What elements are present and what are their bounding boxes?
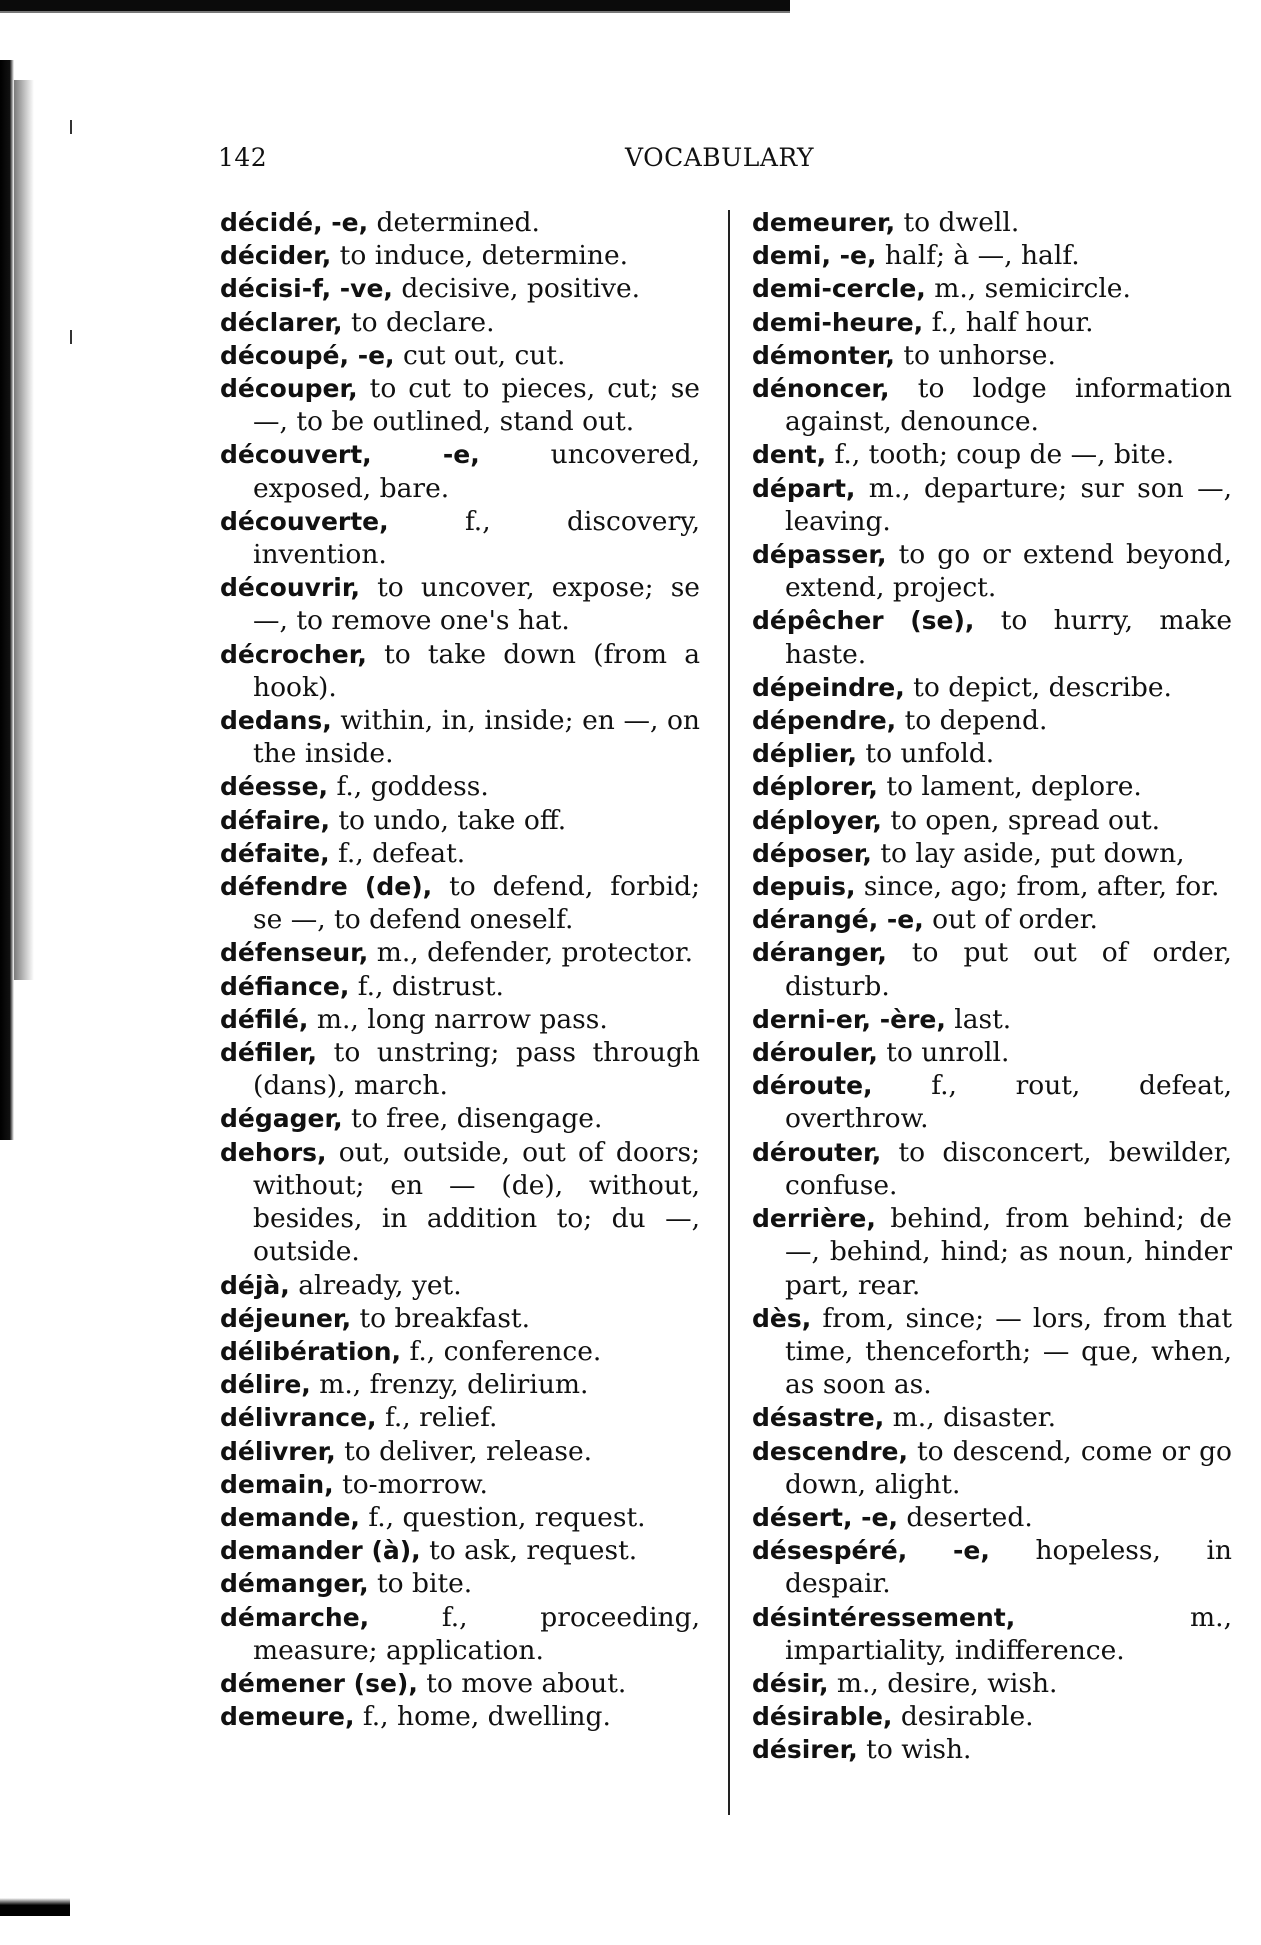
definition: to cut to pieces, cut; se —, to be outlined, stand out. <box>253 373 700 438</box>
definition: to move about. <box>417 1667 627 1699</box>
headword: démarche, <box>220 1602 370 1632</box>
vocab-entry <box>220 870 700 936</box>
headword: désastre, <box>752 1403 885 1433</box>
vocab-entry <box>220 339 700 372</box>
vocab-entry <box>220 1302 700 1335</box>
vocab-entry <box>220 770 700 803</box>
vocab-entry <box>220 1003 700 1036</box>
vocab-entry <box>220 837 700 870</box>
definition: to uncover, expose; se —, to remove one's hat. <box>253 572 700 637</box>
vocab-entry <box>752 372 1232 438</box>
vocab-entry <box>220 1136 700 1269</box>
definition: m., departure; sur son —, leaving. <box>785 472 1232 537</box>
vocab-entry <box>752 272 1232 305</box>
vocab-entry <box>752 936 1232 1002</box>
vocab-entry <box>220 970 700 1003</box>
headword: demeure, <box>220 1702 355 1732</box>
vocab-entry <box>220 1468 700 1501</box>
vocab-entry <box>752 1003 1232 1036</box>
scan-left-edge-fade <box>14 80 34 980</box>
headword: descendre, <box>752 1436 908 1466</box>
page-number: 142 <box>218 143 268 172</box>
definition: to induce, determine. <box>331 240 629 272</box>
headword: désintéressement, <box>752 1602 1016 1632</box>
vocab-entry <box>752 770 1232 803</box>
definition: to deliver, release. <box>335 1435 593 1467</box>
definition: hopeless, in despair. <box>785 1535 1232 1600</box>
vocab-entry <box>752 239 1232 272</box>
headword: dérangé, -e, <box>752 905 924 935</box>
headword: dent, <box>752 440 827 470</box>
vocab-entry <box>752 1667 1232 1700</box>
headword: découvert, -e, <box>220 440 480 470</box>
headword: départ, <box>752 473 856 503</box>
headword: délivrer, <box>220 1436 336 1466</box>
vocab-entry <box>220 306 700 339</box>
column-divider <box>728 210 730 1815</box>
vocab-entry <box>752 1733 1232 1766</box>
headword: désespéré, -e, <box>752 1536 990 1566</box>
definition: to wish. <box>857 1734 972 1766</box>
headword: demander (à), <box>220 1536 421 1566</box>
headword: déposer, <box>752 838 872 868</box>
headword: dépasser, <box>752 540 887 570</box>
definition: to disconcert, bewilder, confuse. <box>785 1136 1232 1201</box>
vocab-entry <box>220 1700 700 1733</box>
headword: dérouter, <box>752 1137 882 1167</box>
vocab-entry <box>752 1069 1232 1135</box>
definition: to bite. <box>368 1568 473 1600</box>
headword: désir, <box>752 1668 829 1698</box>
definition: f., proceeding, measure; application. <box>253 1601 700 1666</box>
definition: m., desire, wish. <box>828 1667 1058 1699</box>
headword: défaire, <box>220 805 330 835</box>
headword: défiler, <box>220 1038 318 1068</box>
definition: f., half hour. <box>923 306 1094 338</box>
headword: demain, <box>220 1469 334 1499</box>
headword: désirer, <box>752 1735 858 1765</box>
vocab-entry <box>752 339 1232 372</box>
vocab-entry <box>220 1036 700 1102</box>
vocab-entry <box>752 438 1232 471</box>
headword: défenseur, <box>220 938 369 968</box>
headword: dès, <box>752 1303 812 1333</box>
running-head: VOCABULARY <box>625 143 814 172</box>
definition: f., relief. <box>376 1402 498 1434</box>
scan-top-border-shadow <box>0 11 790 13</box>
vocab-entry <box>752 1036 1232 1069</box>
definition: f., home, dwelling. <box>354 1701 611 1733</box>
definition: to go or extend beyond, extend, project. <box>785 539 1232 604</box>
headword: dépeindre, <box>752 672 905 702</box>
scan-mark <box>70 120 72 134</box>
vocab-entry <box>752 1601 1232 1667</box>
definition: f., question, request. <box>359 1501 646 1533</box>
definition: out of order. <box>923 904 1098 936</box>
definition: m., long narrow pass. <box>308 1003 608 1035</box>
vocab-entry <box>752 870 1232 903</box>
headword: désert, -e, <box>752 1502 898 1532</box>
definition: to unhorse. <box>894 339 1056 371</box>
vocab-entry <box>220 1368 700 1401</box>
definition: m., impartiality, indifference. <box>785 1601 1232 1666</box>
definition: to lay aside, put down, <box>871 837 1185 869</box>
definition: to unroll. <box>877 1037 1010 1069</box>
definition: to breakfast. <box>351 1302 530 1334</box>
headword: dépendre, <box>752 706 897 736</box>
vocab-entry <box>220 505 700 571</box>
vocab-entry <box>752 1700 1232 1733</box>
vocab-entry <box>220 936 700 969</box>
definition: to defend, forbid; se —, to defend oneself. <box>253 871 700 936</box>
definition: to ask, request. <box>420 1535 638 1567</box>
vocab-entry <box>220 804 700 837</box>
headword: dépêcher (se), <box>752 606 975 636</box>
vocab-entry <box>752 837 1232 870</box>
scan-left-edge-shadow <box>0 60 14 1140</box>
headword: déplier, <box>752 739 857 769</box>
vocab-entry <box>752 306 1232 339</box>
vocab-entry <box>752 472 1232 538</box>
headword: dénoncer, <box>752 374 890 404</box>
headword: défilé, <box>220 1004 309 1034</box>
vocab-entry <box>220 438 700 504</box>
vocabulary-column-right <box>752 206 1232 1767</box>
vocab-entry <box>220 272 700 305</box>
vocab-entry <box>752 1202 1232 1302</box>
scan-mark <box>70 330 72 344</box>
headword: demi-cercle, <box>752 274 926 304</box>
headword: dégager, <box>220 1104 343 1134</box>
headword: démonter, <box>752 340 895 370</box>
headword: décidé, -e, <box>220 208 369 237</box>
vocab-entry <box>752 206 1232 239</box>
definition: to declare. <box>342 306 495 338</box>
vocab-entry <box>220 1102 700 1135</box>
vocab-entry <box>220 1435 700 1468</box>
definition: f., rout, defeat, overthrow. <box>785 1070 1232 1135</box>
headword: délire, <box>220 1370 311 1400</box>
headword: derrière, <box>752 1204 876 1234</box>
headword: depuis, <box>752 872 856 902</box>
vocab-entry <box>752 737 1232 770</box>
definition: f., goddess. <box>328 771 489 803</box>
headword: déroute, <box>752 1071 873 1101</box>
definition: to depict, describe. <box>904 671 1172 703</box>
definition: to open, spread out. <box>881 804 1161 836</box>
definition: to take down (from a hook). <box>253 638 700 703</box>
headword: découper, <box>220 374 358 404</box>
vocab-entry <box>752 604 1232 670</box>
definition: cut out, cut. <box>394 339 566 371</box>
vocab-entry <box>752 1302 1232 1402</box>
headword: découpé, -e, <box>220 340 395 370</box>
vocab-entry <box>752 1401 1232 1434</box>
headword: décider, <box>220 241 332 271</box>
definition: to-morrow. <box>333 1468 488 1500</box>
headword: déesse, <box>220 772 329 802</box>
vocab-entry <box>220 1501 700 1534</box>
headword: décrocher, <box>220 639 367 669</box>
headword: démanger, <box>220 1569 369 1599</box>
vocab-entry <box>752 903 1232 936</box>
vocab-entry <box>752 704 1232 737</box>
vocab-entry <box>220 239 700 272</box>
vocab-entry <box>752 1534 1232 1600</box>
definition: uncovered, exposed, bare. <box>253 439 700 504</box>
definition: determined. <box>368 207 540 238</box>
definition: to unfold. <box>857 738 995 770</box>
scan-top-border <box>0 0 790 11</box>
definition: to undo, take off. <box>329 804 567 836</box>
definition: m., semicircle. <box>925 273 1131 305</box>
headword: découvrir, <box>220 573 360 603</box>
definition: to put out of order, disturb. <box>785 937 1232 1002</box>
vocab-entry <box>752 671 1232 704</box>
vocab-entry <box>752 1435 1232 1501</box>
headword: défiance, <box>220 971 350 1001</box>
headword: derni-er, -ère, <box>752 1004 946 1034</box>
headword: délibération, <box>220 1336 402 1366</box>
definition: desirable. <box>892 1701 1034 1733</box>
vocab-entry <box>752 804 1232 837</box>
vocab-entry <box>220 1601 700 1667</box>
vocab-entry <box>220 571 700 637</box>
definition: last. <box>945 1003 1012 1035</box>
vocab-entry <box>220 1401 700 1434</box>
definition: to unstring; pass through (dans), march. <box>253 1037 700 1102</box>
definition: half; à —, half. <box>876 240 1080 272</box>
headword: déclarer, <box>220 307 343 337</box>
definition: f., conference. <box>401 1335 602 1367</box>
vocab-entry <box>220 1667 700 1700</box>
definition: to descend, come or go down, alight. <box>785 1435 1232 1500</box>
definition: m., frenzy, delirium. <box>310 1369 589 1401</box>
headword: découverte, <box>220 506 389 536</box>
definition: to free, disengage. <box>342 1103 603 1135</box>
headword: dedans, <box>220 706 332 736</box>
vocab-entry <box>220 1335 700 1368</box>
definition: f., defeat. <box>329 837 466 869</box>
definition: to depend. <box>896 705 1048 737</box>
vocab-entry <box>220 638 700 704</box>
definition: decisive, positive. <box>392 273 641 305</box>
definition: m., defender, protector. <box>368 937 694 969</box>
headword: défaite, <box>220 838 330 868</box>
headword: déjeuner, <box>220 1303 352 1333</box>
definition: m., disaster. <box>884 1402 1056 1434</box>
definition: already, yet. <box>289 1269 462 1301</box>
definition: f., tooth; coup de —, bite. <box>826 439 1175 471</box>
headword: dehors, <box>220 1137 327 1167</box>
definition: f., distrust. <box>349 970 504 1002</box>
vocab-entry <box>220 1269 700 1302</box>
vocab-entry <box>220 1567 700 1600</box>
vocab-entry <box>220 372 700 438</box>
headword: demi, -e, <box>752 241 877 271</box>
vocab-entry <box>752 538 1232 604</box>
definition: deserted. <box>898 1501 1033 1533</box>
vocab-entry <box>220 206 700 239</box>
definition: since, ago; from, after, for. <box>855 871 1220 903</box>
headword: démener (se), <box>220 1668 418 1698</box>
headword: déranger, <box>752 938 887 968</box>
vocab-entry <box>220 704 700 770</box>
headword: dérouler, <box>752 1038 878 1068</box>
definition: to dwell. <box>895 207 1020 238</box>
vocab-entry <box>752 1136 1232 1202</box>
headword: décisi-f, -ve, <box>220 274 393 304</box>
headword: défendre (de), <box>220 872 433 902</box>
headword: délivrance, <box>220 1403 377 1433</box>
vocabulary-column-left <box>220 206 700 1733</box>
headword: demeurer, <box>752 208 896 237</box>
vocab-entry <box>220 1534 700 1567</box>
headword: déplorer, <box>752 772 878 802</box>
definition: behind, from behind; de —, behind, hind; as noun, hinder part, rear. <box>785 1203 1232 1301</box>
headword: demande, <box>220 1502 360 1532</box>
definition: out, outside, out of doors; without; en — (de), without, besides, in addition to; du —, outside. <box>253 1136 700 1268</box>
headword: désirable, <box>752 1702 893 1732</box>
headword: demi-heure, <box>752 307 924 337</box>
headword: déployer, <box>752 805 882 835</box>
vocab-entry <box>752 1501 1232 1534</box>
definition: f., discovery, invention. <box>253 505 700 571</box>
scan-bottom-corner <box>0 1898 70 1916</box>
definition: from, since; — lors, from that time, thenceforth; — que, when, as soon as. <box>785 1302 1232 1401</box>
definition: to lodge information against, denounce. <box>785 373 1232 438</box>
definition: to hurry, make haste. <box>785 605 1233 670</box>
definition: within, in, inside; en —, on the inside. <box>253 705 700 770</box>
definition: to lament, deplore. <box>877 771 1142 803</box>
headword: déjà, <box>220 1270 290 1300</box>
